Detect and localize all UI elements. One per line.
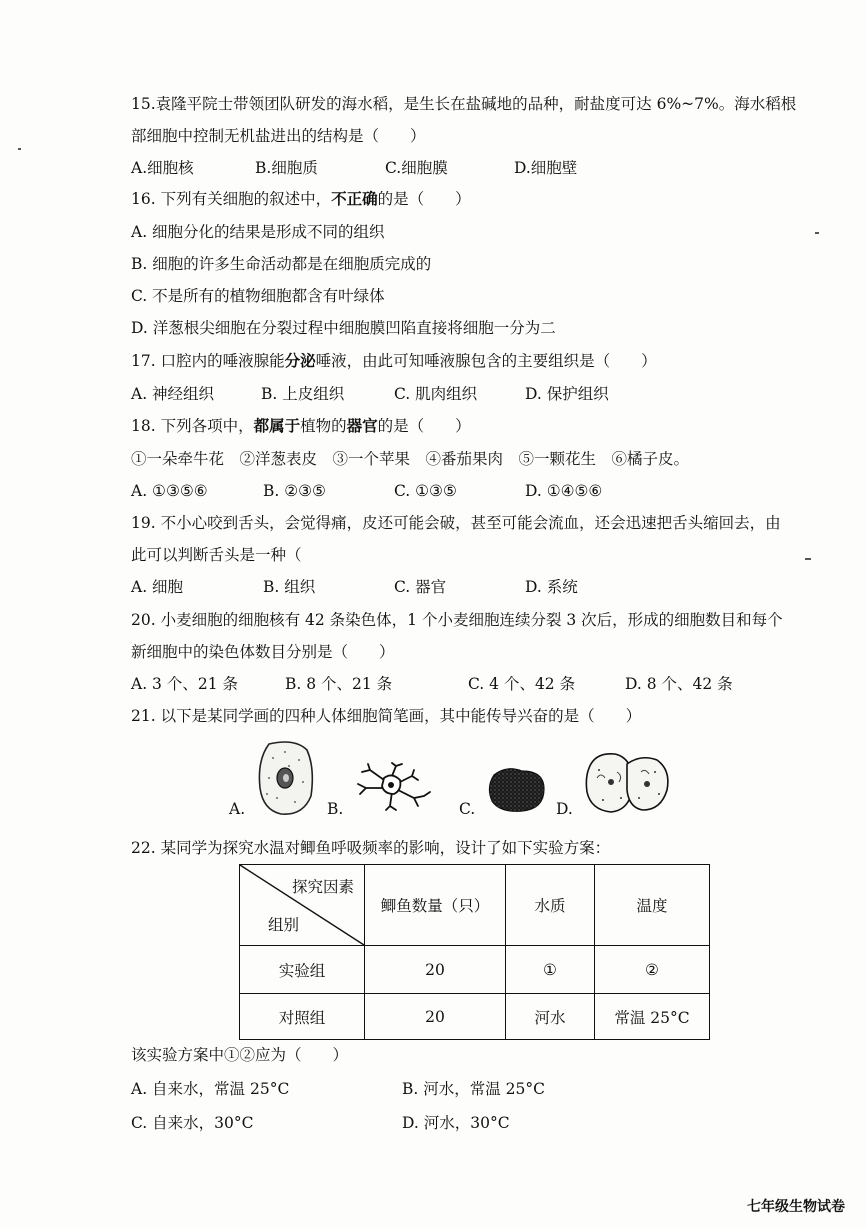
q20-option-c: C. 4 个、42 条 <box>468 675 576 693</box>
q19-option-a: A. 细胞 <box>131 578 184 596</box>
q19-option-b: B. 组织 <box>263 578 316 596</box>
q15-stem-line2: 部细胞中控制无机盐进出的结构是（ ） <box>131 127 426 145</box>
q17-option-b: B. 上皮组织 <box>261 385 345 403</box>
q15-option-d: D.细胞壁 <box>514 159 578 177</box>
scan-speck <box>815 232 819 234</box>
cell-c-figure <box>486 765 548 815</box>
table-row <box>240 946 710 994</box>
header-temp: 温度 <box>595 865 710 946</box>
q20-stem-line2: 新细胞中的染色体数目分别是（ ） <box>131 643 395 661</box>
scan-speck <box>805 558 811 560</box>
q18-items: ①一朵牵牛花 ②洋葱表皮 ③一个苹果 ④番茄果肉 ⑤一颗花生 ⑥橘子皮。 <box>131 450 690 468</box>
figure-label-a: A. <box>229 800 246 818</box>
q19-stem-line1: 19. 不小心咬到舌头，会觉得痛，皮还可能会破，甚至可能会流血，还会迅速把舌头缩回去，由 <box>131 514 781 532</box>
q19-option-c: C. 器官 <box>394 578 447 596</box>
header-water: 水质 <box>506 865 595 946</box>
q18-stem-bold2: 器官 <box>346 416 378 435</box>
q18-stem-mid: 植物的 <box>300 417 347 435</box>
q18-stem-suffix: 的是（ ） <box>377 417 471 435</box>
row-group: 实验组 <box>240 946 365 994</box>
row-count: 20 <box>365 994 506 1040</box>
q21-stem: 21. 以下是某同学画的四种人体细胞简笔画，其中能传导兴奋的是（ ） <box>131 707 642 725</box>
table-header-row <box>240 865 710 946</box>
q18-option-b: B. ②③⑤ <box>263 482 326 500</box>
q22-option-b: B. 河水，常温 25°C <box>402 1080 546 1098</box>
q17-option-c: C. 肌肉组织 <box>394 385 478 403</box>
figure-label-b: B. <box>327 800 344 818</box>
row-water: ① <box>506 946 595 994</box>
q20-option-a: A. 3 个、21 条 <box>131 675 238 693</box>
q16-stem-suffix: 的是（ ） <box>377 190 471 208</box>
q16-option-c: C. 不是所有的植物细胞都含有叶绿体 <box>131 287 385 305</box>
q15-stem-line1: 15.袁隆平院士带领团队研发的海水稻，是生长在盐碱地的品种，耐盐度可达 6%~7%。海水稻根 <box>131 95 797 113</box>
q20-option-d: D. 8 个、42 条 <box>625 675 733 693</box>
row-water: 河水 <box>506 994 595 1040</box>
q22-option-d: D. 河水，30°C <box>402 1114 510 1132</box>
scan-speck <box>18 148 21 150</box>
neuron-figure <box>352 762 434 814</box>
q18-stem-bold1: 都属于 <box>253 416 301 435</box>
header-count: 鲫鱼数量（只） <box>365 865 506 946</box>
q18-stem <box>131 416 471 436</box>
q16-option-d: D. 洋葱根尖细胞在分裂过程中细胞膜凹陷直接将细胞一分为二 <box>131 319 556 337</box>
q18-option-c: C. ①③⑤ <box>394 482 457 500</box>
figure-label-d: D. <box>556 800 573 818</box>
q16-stem-prefix: 16. 下列有关细胞的叙述中， <box>131 190 332 208</box>
q22-option-c: C. 自来水，30°C <box>131 1114 254 1132</box>
page-footer: 七年级生物试卷 <box>747 1199 845 1215</box>
corner-top-label: 探究因素 <box>291 878 354 896</box>
table-corner-cell <box>240 865 365 946</box>
q15-option-c: C.细胞膜 <box>385 159 448 177</box>
q19-option-d: D. 系统 <box>525 578 578 596</box>
q17-stem-bold: 分泌 <box>284 351 316 370</box>
q18-option-d: D. ①④⑤⑥ <box>525 482 603 500</box>
table-row <box>240 994 710 1040</box>
q18-option-a: A. ①③⑤⑥ <box>131 482 208 500</box>
q20-option-b: B. 8 个、21 条 <box>285 675 393 693</box>
q16-stem <box>131 189 471 209</box>
q17-option-a: A. 神经组织 <box>131 385 215 403</box>
q16-option-a: A. 细胞分化的结果是形成不同的组织 <box>131 223 385 241</box>
row-group: 对照组 <box>240 994 365 1040</box>
q15-option-a: A.细胞核 <box>131 159 194 177</box>
q22-option-a: A. 自来水，常温 25°C <box>131 1080 290 1098</box>
cell-a-figure <box>255 738 317 818</box>
cell-d-figure <box>583 750 671 818</box>
q17-stem-suffix: 唾液，由此可知唾液腺包含的主要组织是（ ） <box>315 352 657 370</box>
q19-stem-line2: 此可以判断舌头是一种（ <box>131 546 302 564</box>
row-temp: ② <box>595 946 710 994</box>
q15-option-b: B.细胞质 <box>255 159 318 177</box>
q20-stem-line1: 20. 小麦细胞的细胞核有 42 条染色体，1 个小麦细胞连续分裂 3 次后，形成的细胞数目和每个 <box>131 611 783 629</box>
q17-stem-prefix: 17. 口腔内的唾液腺能 <box>131 352 285 370</box>
q16-option-b: B. 细胞的许多生命活动都是在细胞质完成的 <box>131 255 432 273</box>
q22-stem: 22. 某同学为探究水温对鲫鱼呼吸频率的影响，设计了如下实验方案： <box>131 839 611 857</box>
figure-label-c: C. <box>459 800 476 818</box>
q18-stem-prefix: 18. 下列各项中， <box>131 417 254 435</box>
row-temp: 常温 25°C <box>595 994 710 1040</box>
q16-stem-bold: 不正确 <box>331 189 378 208</box>
corner-bottom-label: 组别 <box>268 916 300 934</box>
experiment-table <box>239 864 710 1040</box>
row-count: 20 <box>365 946 506 994</box>
q17-stem <box>131 351 657 371</box>
q22-question: 该实验方案中①②应为（ ） <box>131 1046 349 1064</box>
q17-option-d: D. 保护组织 <box>525 385 609 403</box>
